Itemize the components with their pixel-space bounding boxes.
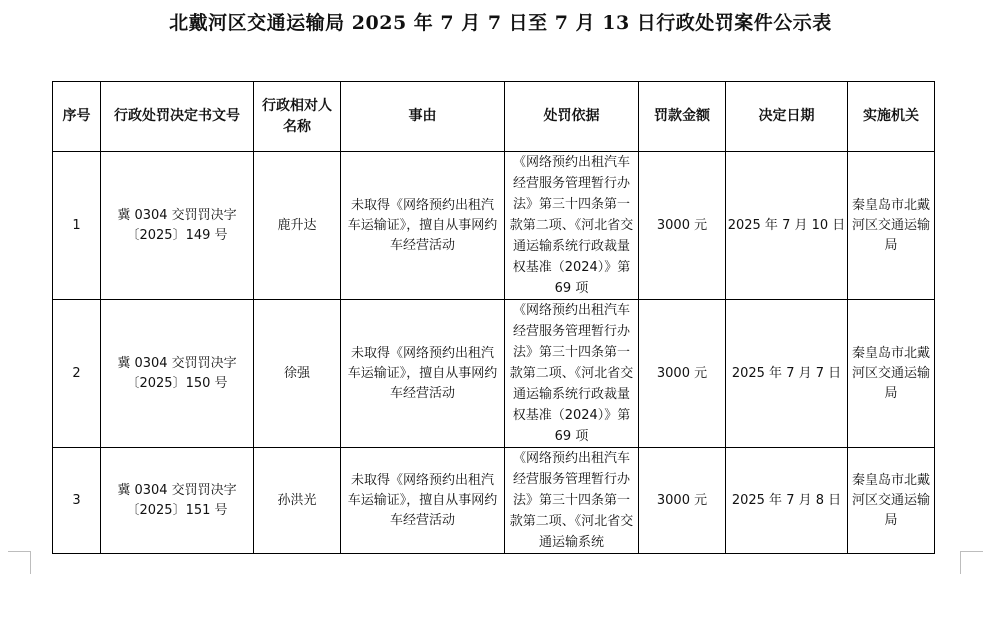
agency-text: 秦皇岛市北戴河区交通运输局: [852, 197, 931, 253]
header-cell-date: 决定日期: [726, 82, 848, 152]
cell-party: 徐强: [254, 300, 341, 448]
cell-reason: [341, 448, 505, 554]
basis-text: 《网络预约出租汽车经营服务管理暂行办法》第三十四条第一款第二项、《河北省交通运输系统: [509, 451, 634, 550]
cell-reason: [341, 300, 505, 448]
page-corner-mark-left: [8, 551, 31, 574]
page-corner-mark-right: [960, 551, 983, 574]
header-cell-amount: 罚款金额: [639, 82, 726, 152]
doc-no-text: 冀 0304 交罚罚决字〔2025〕149 号: [117, 207, 237, 243]
header-cell-index: 序号: [53, 82, 101, 152]
cell-index: 2: [53, 300, 101, 448]
cell-basis: [505, 152, 639, 300]
header-cell-party: [254, 82, 341, 152]
header-cell-basis: 处罚依据: [505, 82, 639, 152]
doc-no-text: 冀 0304 交罚罚决字〔2025〕150 号: [117, 355, 237, 391]
cell-reason: [341, 152, 505, 300]
cell-date: 2025 年 7 月 7 日: [726, 300, 848, 448]
reason-text: 未取得《网络预约出租汽车运输证》，擅自从事网约车经营活动: [347, 472, 498, 528]
basis-text: 《网络预约出租汽车经营服务管理暂行办法》第三十四条第一款第二项、《河北省交通运输系统行政裁量权基准（2024）》第 69 项: [509, 303, 634, 444]
reason-text: 未取得《网络预约出租汽车运输证》，擅自从事网约车经营活动: [347, 197, 498, 253]
header-label: 行政相对人名称: [262, 97, 332, 135]
header-cell-reason: 事由: [341, 82, 505, 152]
penalty-table: [52, 81, 935, 554]
header-label: 行政处罚决定书文号: [114, 108, 240, 124]
cell-agency: [848, 300, 935, 448]
cell-date: 2025 年 7 月 8 日: [726, 448, 848, 554]
agency-text: 秦皇岛市北戴河区交通运输局: [852, 472, 931, 528]
cell-index: 3: [53, 448, 101, 554]
cell-party: 孙洪光: [254, 448, 341, 554]
cell-amount: 3000 元: [639, 300, 726, 448]
doc-no-text: 冀 0304 交罚罚决字〔2025〕151 号: [117, 482, 237, 518]
basis-text: 《网络预约出租汽车经营服务管理暂行办法》第三十四条第一款第二项、《河北省交通运输系统行政裁量权基准（2024）》第 69 项: [509, 155, 634, 296]
header-cell-doc-no: [101, 82, 254, 152]
cell-basis: [505, 448, 639, 554]
reason-text: 未取得《网络预约出租汽车运输证》，擅自从事网约车经营活动: [347, 345, 498, 401]
cell-amount: 3000 元: [639, 152, 726, 300]
cell-agency: [848, 448, 935, 554]
cell-basis: [505, 300, 639, 448]
header-cell-agency: 实施机关: [848, 82, 935, 152]
page-title: 北戴河区交通运输局 2025 年 7 月 7 日至 7 月 13 日行政处罚案件公示表: [169, 12, 832, 34]
cell-amount: 3000 元: [639, 448, 726, 554]
agency-text: 秦皇岛市北戴河区交通运输局: [852, 345, 931, 401]
cell-doc-no: [101, 152, 254, 300]
cell-index: 1: [53, 152, 101, 300]
table-row: [53, 300, 935, 448]
cell-agency: [848, 152, 935, 300]
cell-doc-no: [101, 300, 254, 448]
table-row: [53, 448, 935, 554]
cell-date: 2025 年 7 月 10 日: [726, 152, 848, 300]
cell-doc-no: [101, 448, 254, 554]
cell-party: 鹿升达: [254, 152, 341, 300]
table-row: [53, 152, 935, 300]
table-header-row: [53, 82, 935, 152]
